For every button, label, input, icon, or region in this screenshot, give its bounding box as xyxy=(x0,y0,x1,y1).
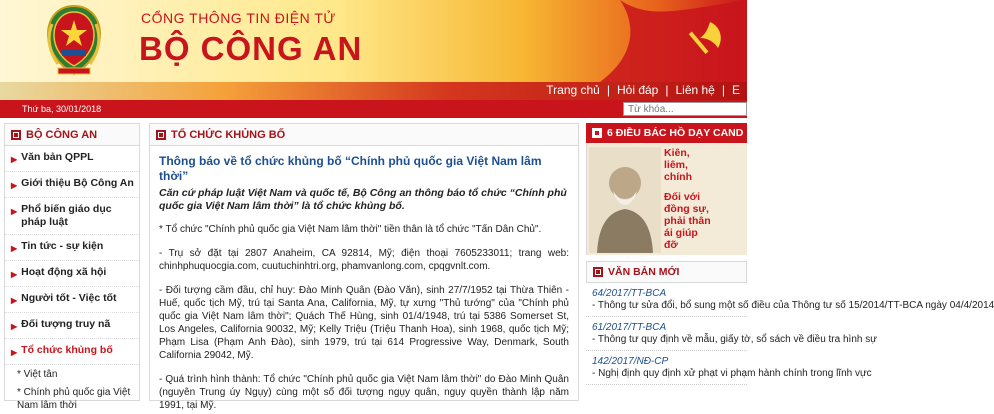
article xyxy=(150,146,578,412)
section-square-icon xyxy=(593,267,603,277)
nav-separator: | xyxy=(721,83,725,97)
ho-text-line: Kiên, xyxy=(664,147,690,159)
ho-teachings-heading xyxy=(586,123,747,143)
ho-teachings-heading-label: 6 ĐIỀU BÁC HỒ DẠY CAND xyxy=(607,127,744,139)
arrow-right-icon: ▶ xyxy=(11,207,18,216)
nav-home-link[interactable]: Trang chủ xyxy=(546,83,600,97)
nav-faq-link[interactable]: Hỏi đáp xyxy=(616,83,659,97)
doc-code[interactable]: 142/2017/NĐ-CP xyxy=(592,356,669,367)
current-date: Thứ ba, 30/01/2018 xyxy=(22,104,102,114)
article-paragraph: - Đối tượng cầm đầu, chỉ huy: Đào Minh Quân (Đào Văn), sinh 27/7/1952 tại Thừa Thiên - Huế, quốc tịch Mỹ, trú tại Santa Ana, California, Mỹ, tự xưng "Thủ tướng" của "Chính phủ quốc gia Việt Nam lâm thời"; Quách Thế Hùng, sinh 01/4/1948, trú tại 5386 Somerset St, Los Angeles, California 90032, Mỹ; Kelly Triệu (Triệu Thanh Hoa), sinh 1968, quốc tịch Mỹ; Phạm Lisa (Phạm Anh Đào), sinh 1979, trú tại 614 Progressive Way, Denmark, South California 29042, Mỹ. xyxy=(159,285,569,361)
arrow-right-icon: ▶ xyxy=(11,155,18,164)
ho-text-line: đồng sự, xyxy=(664,203,709,215)
arrow-right-icon: ▶ xyxy=(11,296,18,305)
sidebar-item-label: Phổ biến giáo dục pháp luật xyxy=(21,203,112,228)
doc-summary[interactable]: - Thông tư sửa đổi, bổ sung một số điều của Thông tư số 15/2014/TT-BCA ngày 04/4/2014 xyxy=(592,300,994,311)
sidebar-item-label: Tổ chức khủng bố xyxy=(21,344,113,356)
sidebar-item-label: Giới thiệu Bộ Công An xyxy=(21,177,134,189)
sidebar-item-terrorist-orgs[interactable] xyxy=(5,339,139,365)
ho-text-line: phải thân xyxy=(664,215,711,227)
new-docs-heading xyxy=(586,261,747,283)
new-doc-item[interactable] xyxy=(586,283,994,317)
left-sidebar xyxy=(4,123,140,411)
sidebar-item-wanted[interactable] xyxy=(5,313,139,339)
right-column xyxy=(586,123,994,401)
doc-summary[interactable]: - Thông tư quy định về mẫu, giấy tờ, sổ sách về điều tra hình sự xyxy=(592,334,877,345)
doc-summary[interactable]: - Nghị định quy định xử phạt vi phạm hành chính trong lĩnh vực xyxy=(592,368,872,379)
sidebar-subitem-viet-tan[interactable]: * Việt tân xyxy=(17,369,58,380)
main-heading xyxy=(150,124,578,146)
arrow-right-icon: ▶ xyxy=(11,322,18,331)
article-title[interactable]: Thông báo về tổ chức khủng bố “Chính phủ quốc gia Việt Nam lâm thời” xyxy=(159,154,542,183)
ho-teachings-text xyxy=(664,147,711,251)
arrow-right-icon: ▶ xyxy=(11,348,18,357)
article-paragraph: - Trụ sở đặt tại 2807 Anaheim, CA 92814, Mỹ; điện thoại 7605233011; trang web: chinhphuquocgia.com, cuutuchinhtri.org, phamvanlong.com, cpqgvnlt.com. xyxy=(159,248,569,272)
sidebar-item-law-education[interactable] xyxy=(5,198,139,235)
doc-code[interactable]: 64/2017/TT-BCA xyxy=(592,288,667,299)
ho-text-line: đỡ xyxy=(664,239,678,251)
ho-text-gap xyxy=(664,183,711,191)
portrait-photo xyxy=(589,147,661,253)
sidebar-item-about[interactable] xyxy=(5,172,139,198)
nav-separator: | xyxy=(665,83,669,97)
sidebar-item-label: Hoạt động xã hội xyxy=(21,266,107,278)
sidebar-heading-label: BỘ CÔNG AN xyxy=(26,128,98,141)
sidebar-item-news[interactable] xyxy=(5,235,139,261)
article-paragraph: - Quá trình hình thành: Tổ chức "Chính phủ quốc gia Việt Nam lâm thời" do Đào Minh Quân (nguyên Trung úy Ngụy) cùng một số đối tượng ngụy quân, ngụy quyền thành lập năm 1991, tại Mỹ. xyxy=(159,374,569,411)
sidebar-item-good-deeds[interactable] xyxy=(5,287,139,313)
police-emblem-logo[interactable] xyxy=(38,4,110,78)
arrow-right-icon: ▶ xyxy=(11,181,18,190)
ho-text-line: chính xyxy=(664,171,692,183)
ho-teachings-banner[interactable] xyxy=(586,143,747,255)
sidebar-item-label: Người tốt - Việc tốt xyxy=(21,292,117,304)
sidebar-item-label: Đối tượng truy nã xyxy=(21,318,111,330)
section-square-icon xyxy=(156,130,166,140)
arrow-right-icon: ▶ xyxy=(11,244,18,253)
doc-code[interactable]: 61/2017/TT-BCA xyxy=(592,322,667,333)
nav-separator: | xyxy=(606,83,610,97)
new-docs-heading-label: VĂN BẢN MỚI xyxy=(608,266,680,278)
ho-text-line: ái giúp xyxy=(664,227,698,239)
sidebar-item-label: Văn bản QPPL xyxy=(21,151,94,163)
site-subtitle: CỔNG THÔNG TIN ĐIỆN TỬ xyxy=(141,10,336,26)
sidebar-heading xyxy=(5,124,139,146)
new-doc-item[interactable] xyxy=(586,351,872,385)
nav-english-link[interactable]: E xyxy=(731,83,740,97)
sidebar-item-label: Tin tức - sự kiện xyxy=(21,240,104,252)
search-input[interactable] xyxy=(623,102,747,116)
section-square-icon xyxy=(11,130,21,140)
top-nav-links xyxy=(539,83,747,97)
nav-contact-link[interactable]: Liên hệ xyxy=(675,83,715,97)
ho-text-line: liêm, xyxy=(664,159,688,171)
ho-text-line: Đối với xyxy=(664,191,701,203)
top-nav-bar xyxy=(0,82,747,100)
sidebar-subitem-provisional-gov[interactable]: * Chính phủ quốc gia Việt Nam lâm thời xyxy=(17,387,131,411)
new-doc-item[interactable] xyxy=(586,317,877,351)
section-square-icon xyxy=(592,128,602,138)
main-content xyxy=(149,123,579,411)
main-heading-label: TỔ CHỨC KHỦNG BỐ xyxy=(171,128,286,141)
arrow-right-icon: ▶ xyxy=(11,270,18,279)
site-header xyxy=(0,0,747,82)
sidebar-item-legal-docs[interactable] xyxy=(5,146,139,172)
hammer-sickle-flag-icon xyxy=(560,0,747,82)
article-lead: Căn cứ pháp luật Việt Nam và quốc tế, Bộ Công an thông báo tổ chức “Chính phủ quốc gia Việt Nam lâm thời” là tổ chức khủng bố. xyxy=(159,187,567,212)
article-paragraph: * Tổ chức "Chính phủ quốc gia Việt Nam lâm thời" tiền thân là tổ chức "Tấn Dân Chủ". xyxy=(159,224,542,235)
site-title[interactable]: BỘ CÔNG AN xyxy=(139,30,363,67)
sidebar-item-social[interactable] xyxy=(5,261,139,287)
